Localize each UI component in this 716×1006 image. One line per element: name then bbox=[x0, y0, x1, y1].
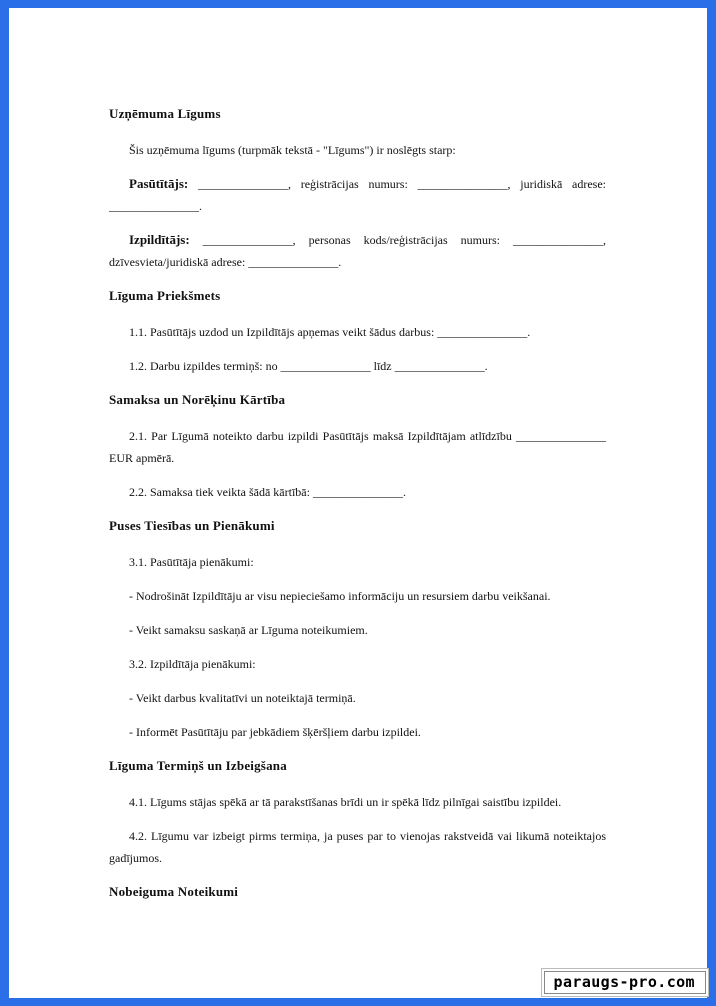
document-page bbox=[9, 8, 707, 998]
customer-label: Pasūtītājs: bbox=[129, 176, 189, 191]
clause-paragraph: - Nodrošināt Izpildītāju ar visu nepieciešamo informāciju un resursiem darbu veikšanai. bbox=[129, 589, 551, 603]
clause-paragraph: 2.1. Par Līgumā noteikto darbu izpildi Pasūtītājs maksā Izpildītājam atlīdzību _______________ EUR apmērā. bbox=[109, 429, 606, 465]
watermark-label: paraugs-pro.com bbox=[544, 971, 706, 994]
contractor-text: _______________, personas kods/reģistrācijas numurs: _______________, dzīvesvieta/juridiskā adrese: _______________. bbox=[109, 233, 606, 269]
contractor-label: Izpildītājs: bbox=[129, 232, 190, 247]
clause-paragraph: 1.2. Darbu izpildes termiņš: no _______________ līdz _______________. bbox=[129, 359, 488, 373]
clause-paragraph: 4.2. Līgumu var izbeigt pirms termiņa, ja puses par to vienojas rakstveidā vai likumā noteiktajos gadījumos. bbox=[109, 829, 606, 865]
contractor-paragraph bbox=[109, 229, 606, 273]
section-heading: Līguma Termiņš un Izbeigšana bbox=[109, 758, 287, 773]
document-body bbox=[109, 105, 606, 901]
clause-paragraph: 3.2. Izpildītāja pienākumi: bbox=[129, 657, 256, 671]
clause-paragraph: 3.1. Pasūtītāja pienākumi: bbox=[129, 555, 254, 569]
document-title: Uzņēmuma Līgums bbox=[109, 106, 221, 121]
intro-paragraph: Šis uzņēmuma līgums (turpmāk tekstā - "Līgums") ir noslēgts starp: bbox=[129, 143, 456, 157]
clause-paragraph: - Veikt samaksu saskaņā ar Līguma noteikumiem. bbox=[129, 623, 368, 637]
section-heading: Samaksa un Norēķinu Kārtība bbox=[109, 392, 286, 407]
section-heading: Nobeiguma Noteikumi bbox=[109, 884, 239, 899]
clause-paragraph: 1.1. Pasūtītājs uzdod un Izpildītājs apņemas veikt šādus darbus: _______________. bbox=[129, 325, 531, 339]
customer-text: _______________, reģistrācijas numurs: _______________, juridiskā adrese: _______________. bbox=[109, 177, 606, 213]
customer-paragraph bbox=[109, 173, 606, 217]
clause-paragraph: - Informēt Pasūtītāju par jebkādiem šķēršļiem darbu izpildei. bbox=[129, 725, 421, 739]
clause-paragraph: - Veikt darbus kvalitatīvi un noteiktajā termiņā. bbox=[129, 691, 356, 705]
clause-paragraph: 2.2. Samaksa tiek veikta šādā kārtībā: _______________. bbox=[129, 485, 406, 499]
clause-paragraph: 4.1. Līgums stājas spēkā ar tā parakstīšanas brīdi un ir spēkā līdz pilnīgai saistību izpildei. bbox=[129, 795, 562, 809]
section-heading: Līguma Priekšmets bbox=[109, 288, 221, 303]
section-heading: Puses Tiesības un Pienākumi bbox=[109, 518, 275, 533]
